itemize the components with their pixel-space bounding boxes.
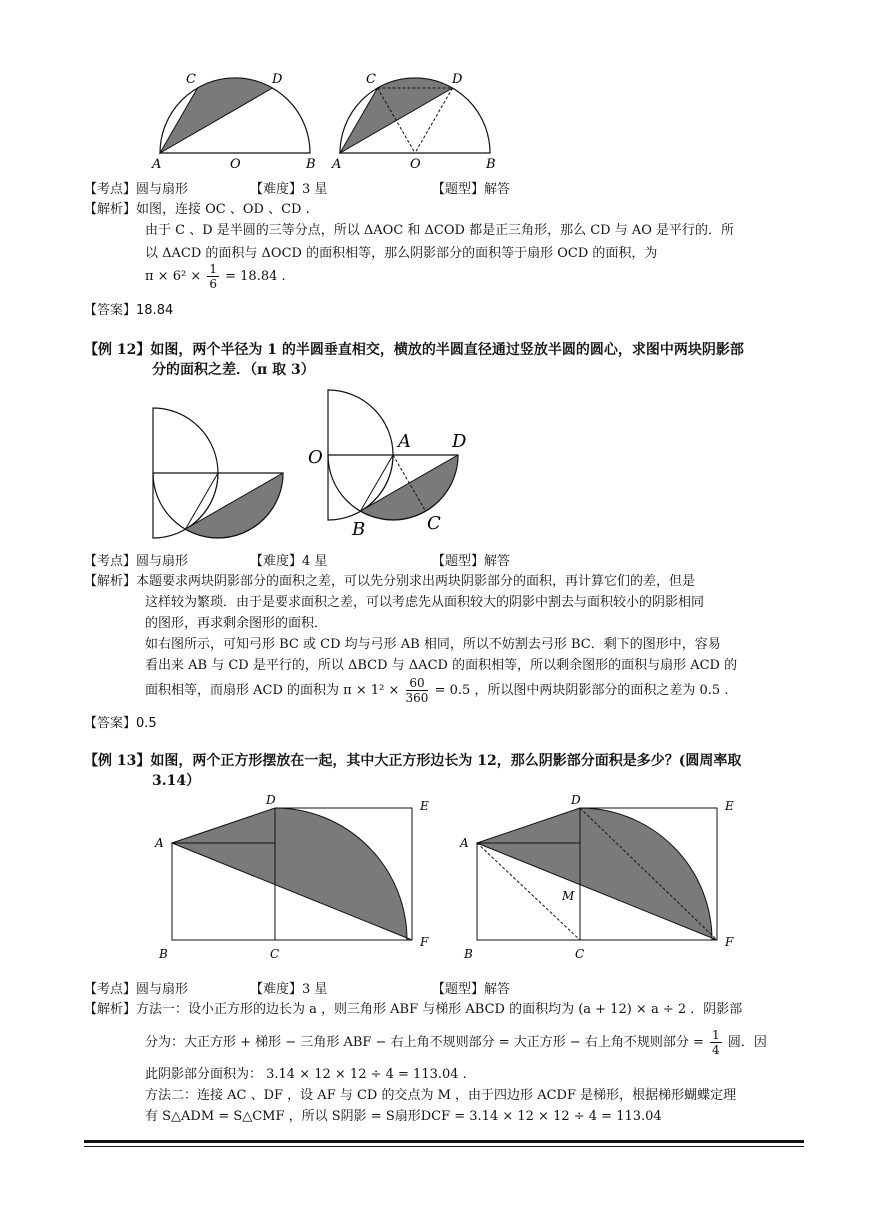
meta-topic-ex12: 【考点】圆与扇形	[84, 554, 189, 569]
title-ex12-l1: 【例 12】如图，两个半径为 1 的半圆垂直相交，横放的半圆直径通过竖放半圆的圆心，求图中两块阴影部	[84, 342, 744, 358]
title-ex13-l1: 【例 13】如图，两个正方形摆放在一起，其中大正方形边长为 12，那么阴影部分面积是多少？(圆周率取	[84, 753, 742, 769]
footer-rule-thin	[84, 1146, 804, 1147]
type-ex12: 【题型】解答	[432, 554, 511, 569]
label-M: M	[562, 889, 575, 903]
label-A: A	[152, 157, 162, 172]
footer-rule	[84, 1140, 804, 1143]
formula-ex11: π × 6² × $\frac{1}{6}$ = 18.84 .	[145, 262, 286, 291]
fraction: $\frac{1}{4}$	[712, 1028, 720, 1057]
analysis-ex11-l1: 【解析】如图，连接 OC 、OD 、CD .	[84, 202, 310, 217]
label-C: C	[186, 72, 196, 87]
analysis-ex13-l5: 有 S△ADM = S△CMF ，所以 S阴影 = S扇形DCF = 3.14 × 12 × 12 ÷ 4 = 113.04	[145, 1109, 662, 1124]
label-F: F	[420, 935, 429, 949]
label-B: B	[159, 947, 168, 961]
difficulty-ex11: 【难度】3 星	[250, 182, 328, 197]
analysis-ex13-l3: 此阴影部分面积为： 3.14 × 12 × 12 ÷ 4 = 113.04 .	[145, 1067, 467, 1082]
difficulty-ex13: 【难度】3 星	[250, 982, 328, 997]
analysis-ex12-l6: 面积相等，而扇形 ACD 的面积为 π × 1² × $\frac{60}{360}$ = 0.5 ，所以图中两块阴影部分的面积之差为 0.5 .	[145, 676, 729, 705]
shaded-region-right	[340, 78, 453, 153]
label-O: O	[230, 157, 241, 172]
figure-ex11	[140, 60, 520, 175]
analysis-ex12-l2: 这样较为繁琐．由于是要求面积之差，可以考虑先从面积较大的阴影中割去与面积较小的阴影相同	[145, 595, 705, 610]
topic: 圆与扇形	[136, 182, 189, 197]
analysis-ex13-l2: 分为：大正方形 + 梯形 − 三角形 ABF − 右上角不规则部分 = 大正方形 − 右上角不规则部分 = $\frac{1}{4}$ 圆．因	[145, 1028, 767, 1057]
meta-row-ex11	[84, 180, 188, 199]
analysis-ex12-l4: 如右图所示，可知弓形 BC 或 CD 均与弓形 AB 相同，所以不妨割去弓形 BC．剩下的图形中，容易	[145, 637, 721, 652]
analysis-ex11-l2: 由于 C 、D 是半圆的三等分点，所以 ΔAOC 和 ΔCOD 都是正三角形，那么 CD 与 AO 是平行的．所	[145, 223, 735, 238]
label-F: F	[725, 935, 734, 949]
label-D: D	[452, 72, 463, 87]
label-C: C	[366, 72, 376, 87]
analysis-ex12-l1: 【解析】本题要求两块阴影部分的面积之差，可以先分别求出两块阴影部分的面积，再计算它们的差，但是	[84, 574, 696, 589]
meta-topic-ex13: 【考点】圆与扇形	[84, 982, 189, 997]
answer-ex12: 【答案】0.5	[84, 716, 157, 731]
shaded-region-left	[160, 78, 273, 153]
answer-ex11: 【答案】18.84	[84, 303, 174, 318]
label-A: A	[398, 431, 411, 452]
label-C: C	[575, 947, 585, 961]
label-D: D	[266, 793, 276, 807]
label-C: C	[270, 947, 280, 961]
fraction: $\frac{1}{6}$	[209, 262, 217, 291]
label-C: C	[427, 513, 441, 534]
label-A: A	[332, 157, 342, 172]
label-E: E	[725, 799, 734, 813]
label-A: A	[155, 836, 164, 850]
label-D: D	[452, 431, 467, 452]
figure-ex12	[140, 385, 490, 545]
label-B: B	[352, 519, 366, 540]
label-O: O	[410, 157, 421, 172]
type-ex13: 【题型】解答	[432, 982, 511, 997]
label-E: E	[420, 799, 429, 813]
label-D: D	[272, 72, 283, 87]
title-ex13-l2: 3.14）	[152, 773, 201, 789]
figure-ex13	[145, 790, 765, 965]
analysis-ex12-l3: 的图形，再求剩余图形的面积．	[145, 616, 328, 631]
label-B: B	[306, 157, 316, 172]
label-A: A	[460, 836, 469, 850]
label-D: D	[571, 793, 581, 807]
analysis-ex12-l5: 看出来 AB 与 CD 是平行的，所以 ΔBCD 与 ΔACD 的面积相等，所以剩余图形的面积与扇形 ACD 的	[145, 658, 738, 673]
type-ex11: 【题型】解答	[432, 182, 511, 197]
difficulty-ex12: 【难度】4 星	[250, 554, 328, 569]
label-B: B	[486, 157, 496, 172]
tag-kaodian: 【考点】	[84, 182, 137, 197]
analysis-ex13-l1: 【解析】方法一：设小正方形的边长为 a ，则三角形 ABF 与梯形 ABCD 的面积均为 (a + 12) × a ÷ 2 ．阴影部	[84, 1002, 743, 1017]
title-ex12-l2: 分的面积之差．（π 取 3）	[152, 362, 315, 378]
label-O: O	[308, 447, 323, 468]
analysis-ex11-l3: 以 ΔACD 的面积与 ΔOCD 的面积相等，那么阴影部分的面积等于扇形 OCD 的面积，为	[145, 246, 658, 261]
fraction: $\frac{60}{360}$	[405, 676, 429, 705]
analysis-ex13-l4: 方法二：连接 AC 、DF ，设 AF 与 CD 的交点为 M ，由于四边形 ACDF 是梯形，根据梯形蝴蝶定理	[145, 1088, 737, 1103]
label-B: B	[464, 947, 473, 961]
